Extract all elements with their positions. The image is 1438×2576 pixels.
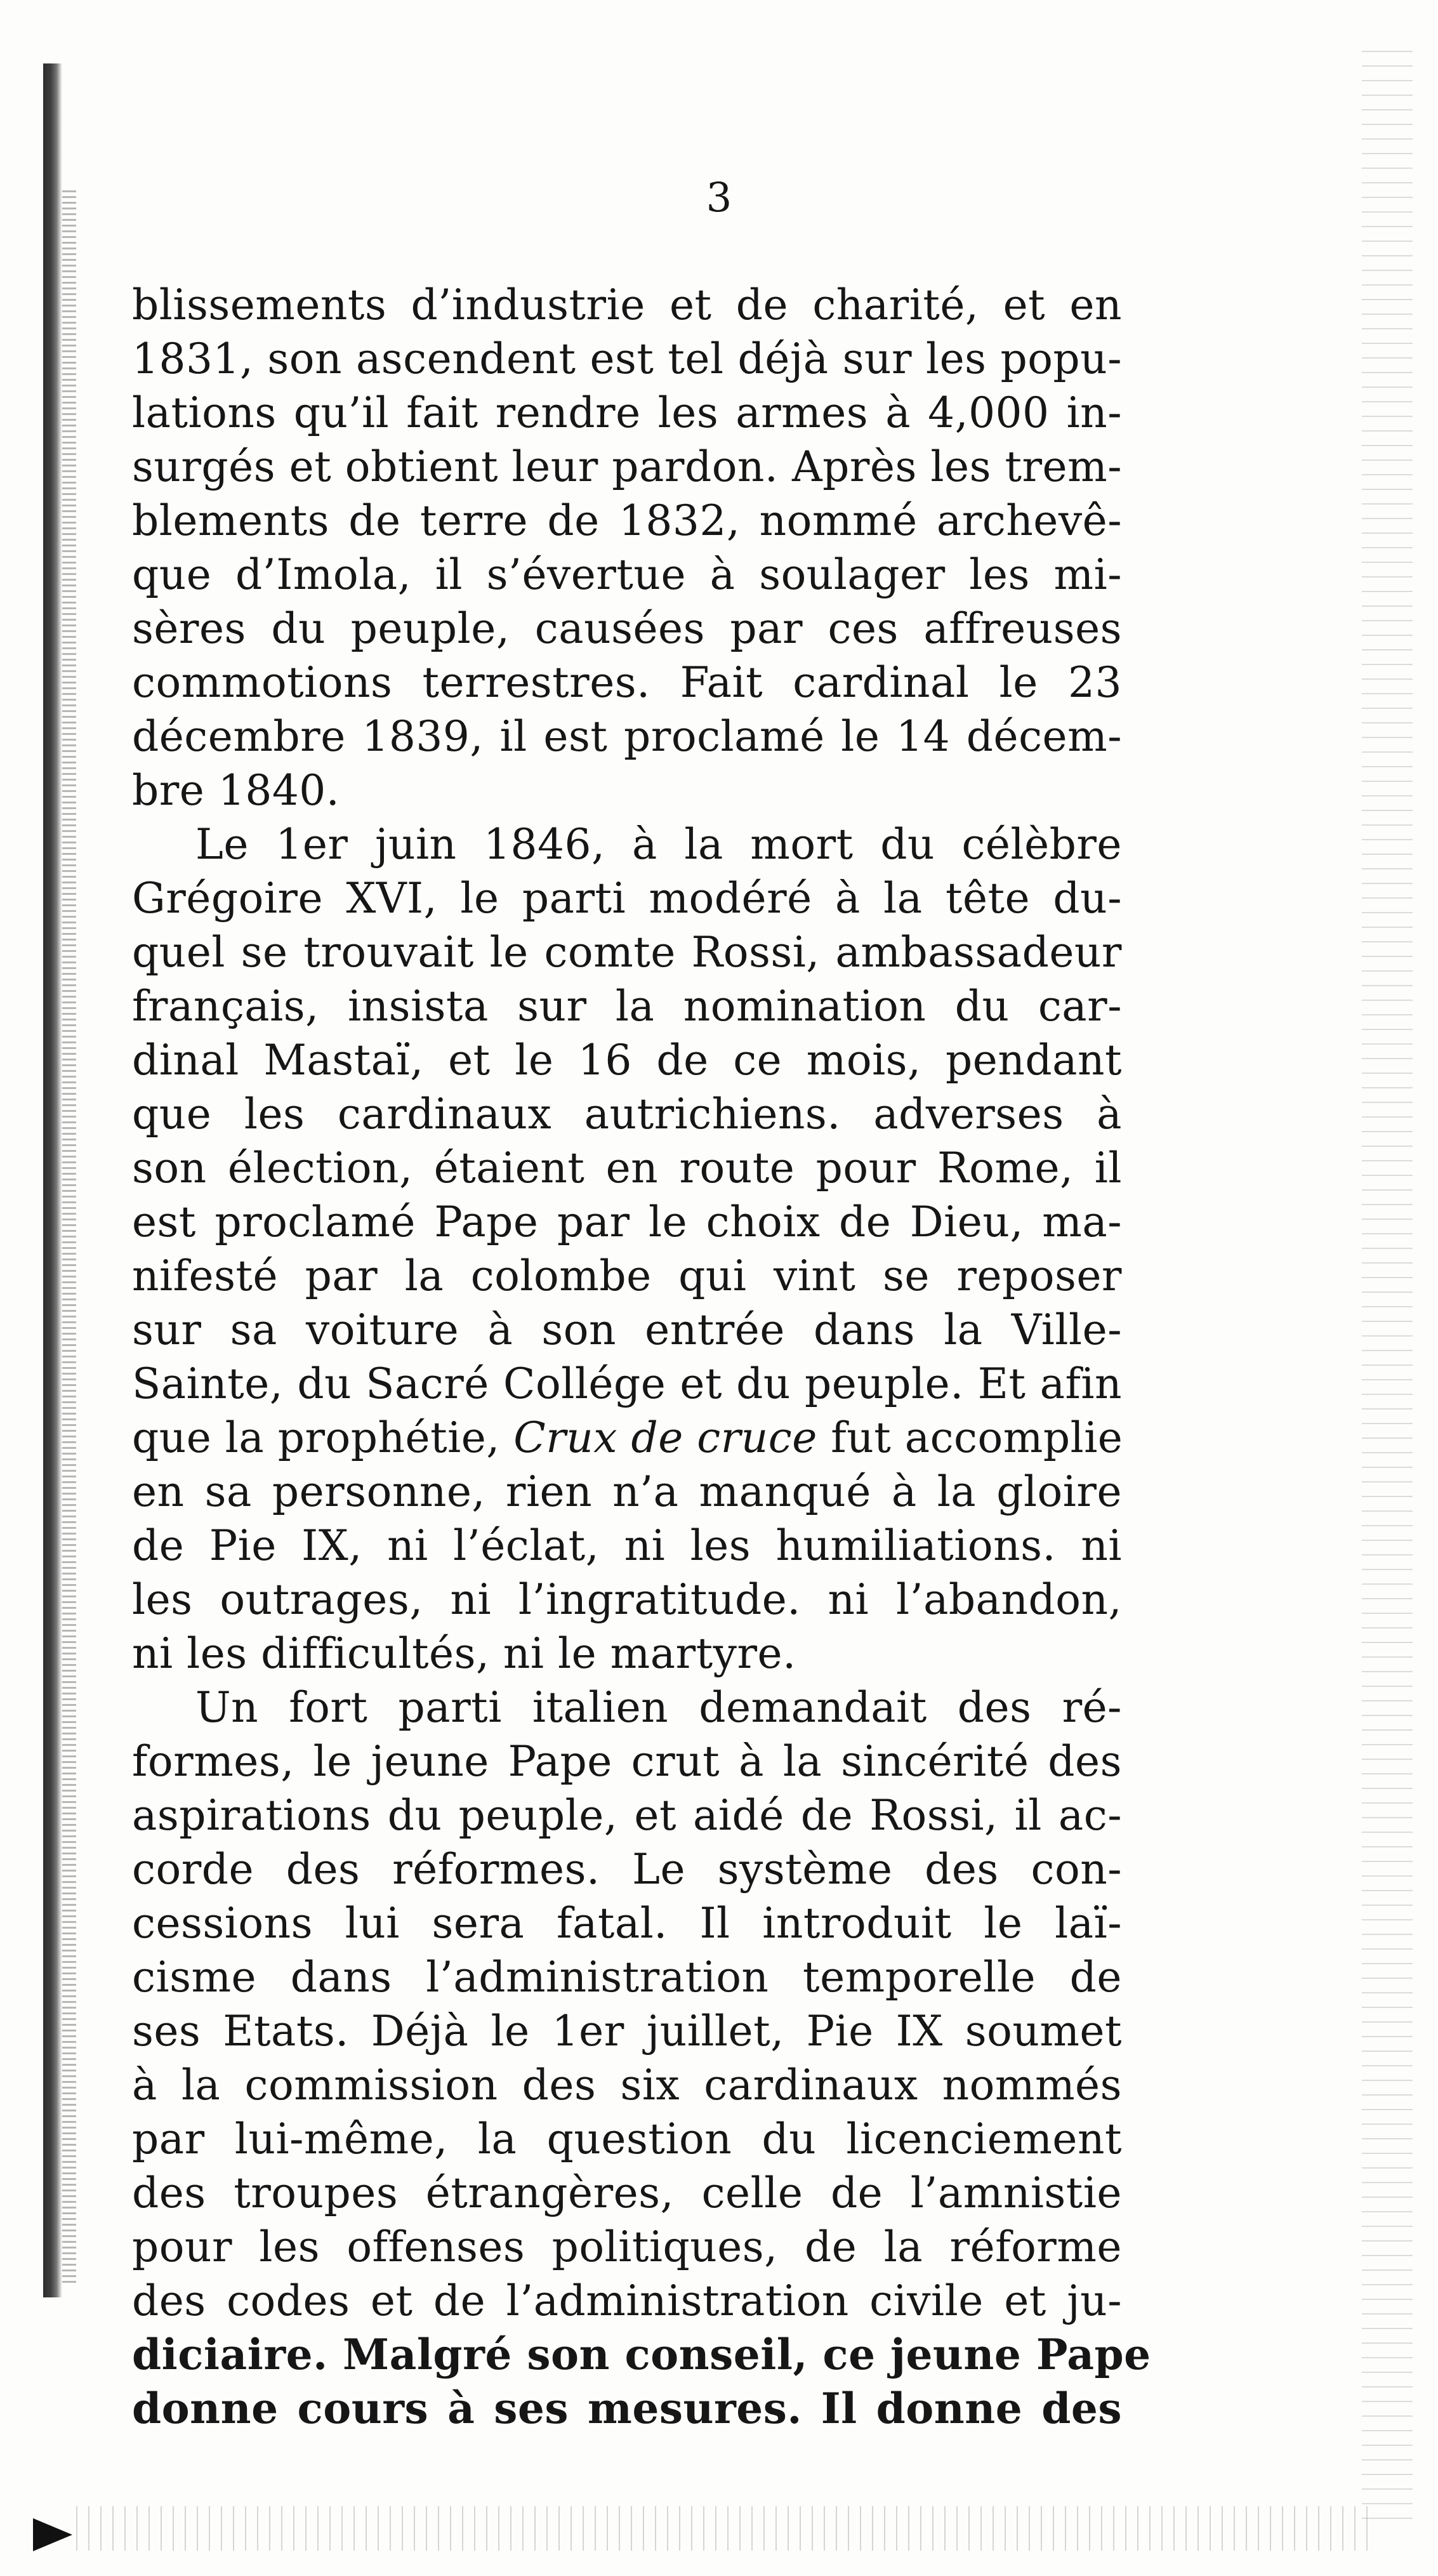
italic-phrase: Crux de cruce bbox=[513, 1413, 817, 1462]
scan-noise-right bbox=[1362, 51, 1413, 2526]
text-line-with-italic bbox=[132, 1411, 1122, 1465]
text-line: diciaire. Malgré son conseil, ce jeune Pape bbox=[132, 2330, 1151, 2379]
text-line: en sa personne, rien n’a manqué à la gloire bbox=[132, 1467, 1122, 1516]
text-line: 1831, son ascendent est tel déjà sur les popu- bbox=[132, 334, 1122, 383]
text-line: Grégoire XVI, le parti modéré à la tête du- bbox=[132, 874, 1122, 923]
text-line: français, insista sur la nomination du car- bbox=[132, 982, 1122, 1031]
text-segment: que la prophétie, bbox=[132, 1413, 514, 1462]
text-line: aspirations du peuple, et aidé de Rossi, il ac- bbox=[132, 1791, 1122, 1840]
text-line: donne cours à ses mesures. Il donne des bbox=[132, 2384, 1122, 2433]
text-line: est proclamé Pape par le choix de Dieu, ma- bbox=[132, 1198, 1122, 1246]
page-number: 3 bbox=[706, 175, 732, 221]
text-line: sères du peuple, causées par ces affreuses bbox=[132, 604, 1122, 653]
text-line: corde des réformes. Le système des con- bbox=[132, 1845, 1122, 1894]
text-line: décembre 1839, il est proclamé le 14 décem- bbox=[132, 712, 1122, 761]
text-segment: fut accomplie bbox=[817, 1413, 1123, 1462]
text-line: sur sa voiture à son entrée dans la Ville- bbox=[132, 1305, 1122, 1354]
text-line: ses Etats. Déjà le 1er juillet, Pie IX soumet bbox=[132, 2007, 1122, 2056]
text-line: pour les offenses politiques, de la réforme bbox=[132, 2223, 1122, 2271]
text-line: des troupes étrangères, celle de l’amnistie bbox=[132, 2169, 1122, 2217]
text-line: quel se trouvait le comte Rossi, ambassadeur bbox=[132, 928, 1122, 977]
text-line: Sainte, du Sacré Collége et du peuple. Et afin bbox=[132, 1359, 1122, 1408]
corner-arrow-mark bbox=[33, 2518, 72, 2551]
text-line: nifesté par la colombe qui vint se reposer bbox=[132, 1252, 1122, 1300]
text-line: que d’Imola, il s’évertue à soulager les mi- bbox=[132, 550, 1122, 599]
text-line: Un fort parti italien demandait des ré- bbox=[195, 1683, 1122, 1732]
text-line: les outrages, ni l’ingratitude. ni l’abandon, bbox=[132, 1575, 1122, 1624]
body-text bbox=[132, 278, 1151, 2436]
text-line: blissements d’industrie et de charité, et en bbox=[132, 281, 1122, 329]
text-line: des codes et de l’administration civile et ju- bbox=[132, 2276, 1122, 2325]
binding-speckle bbox=[62, 190, 76, 2285]
text-line: par lui-même, la question du licenciement bbox=[132, 2115, 1122, 2163]
text-line: Le 1er juin 1846, à la mort du célèbre bbox=[195, 820, 1122, 869]
text-line: formes, le jeune Pape crut à la sincérité des bbox=[132, 1737, 1122, 1786]
text-line: à la commission des six cardinaux nommés bbox=[132, 2061, 1122, 2110]
binding-shadow bbox=[43, 63, 62, 2297]
text-line: commotions terrestres. Fait cardinal le 23 bbox=[132, 658, 1122, 707]
text-line: lations qu’il fait rendre les armes à 4,000 in- bbox=[132, 388, 1122, 437]
text-line: surgés et obtient leur pardon. Après les trem- bbox=[132, 442, 1122, 491]
text-line: de Pie IX, ni l’éclat, ni les humiliations. ni bbox=[132, 1521, 1122, 1570]
text-line: son élection, étaient en route pour Rome, il bbox=[132, 1144, 1122, 1192]
text-line: blements de terre de 1832, nommé archevê- bbox=[132, 496, 1122, 545]
text-line: bre 1840. bbox=[132, 766, 340, 815]
text-line: ni les difficultés, ni le martyre. bbox=[132, 1629, 796, 1678]
text-line: cisme dans l’administration temporelle de bbox=[132, 1953, 1122, 2002]
text-line: que les cardinaux autrichiens. adverses à bbox=[132, 1090, 1122, 1139]
text-line: cessions lui sera fatal. Il introduit le laï- bbox=[132, 1899, 1122, 1948]
scan-noise-bottom bbox=[76, 2506, 1377, 2551]
text-line: dinal Mastaï, et le 16 de ce mois, pendant bbox=[132, 1036, 1122, 1085]
